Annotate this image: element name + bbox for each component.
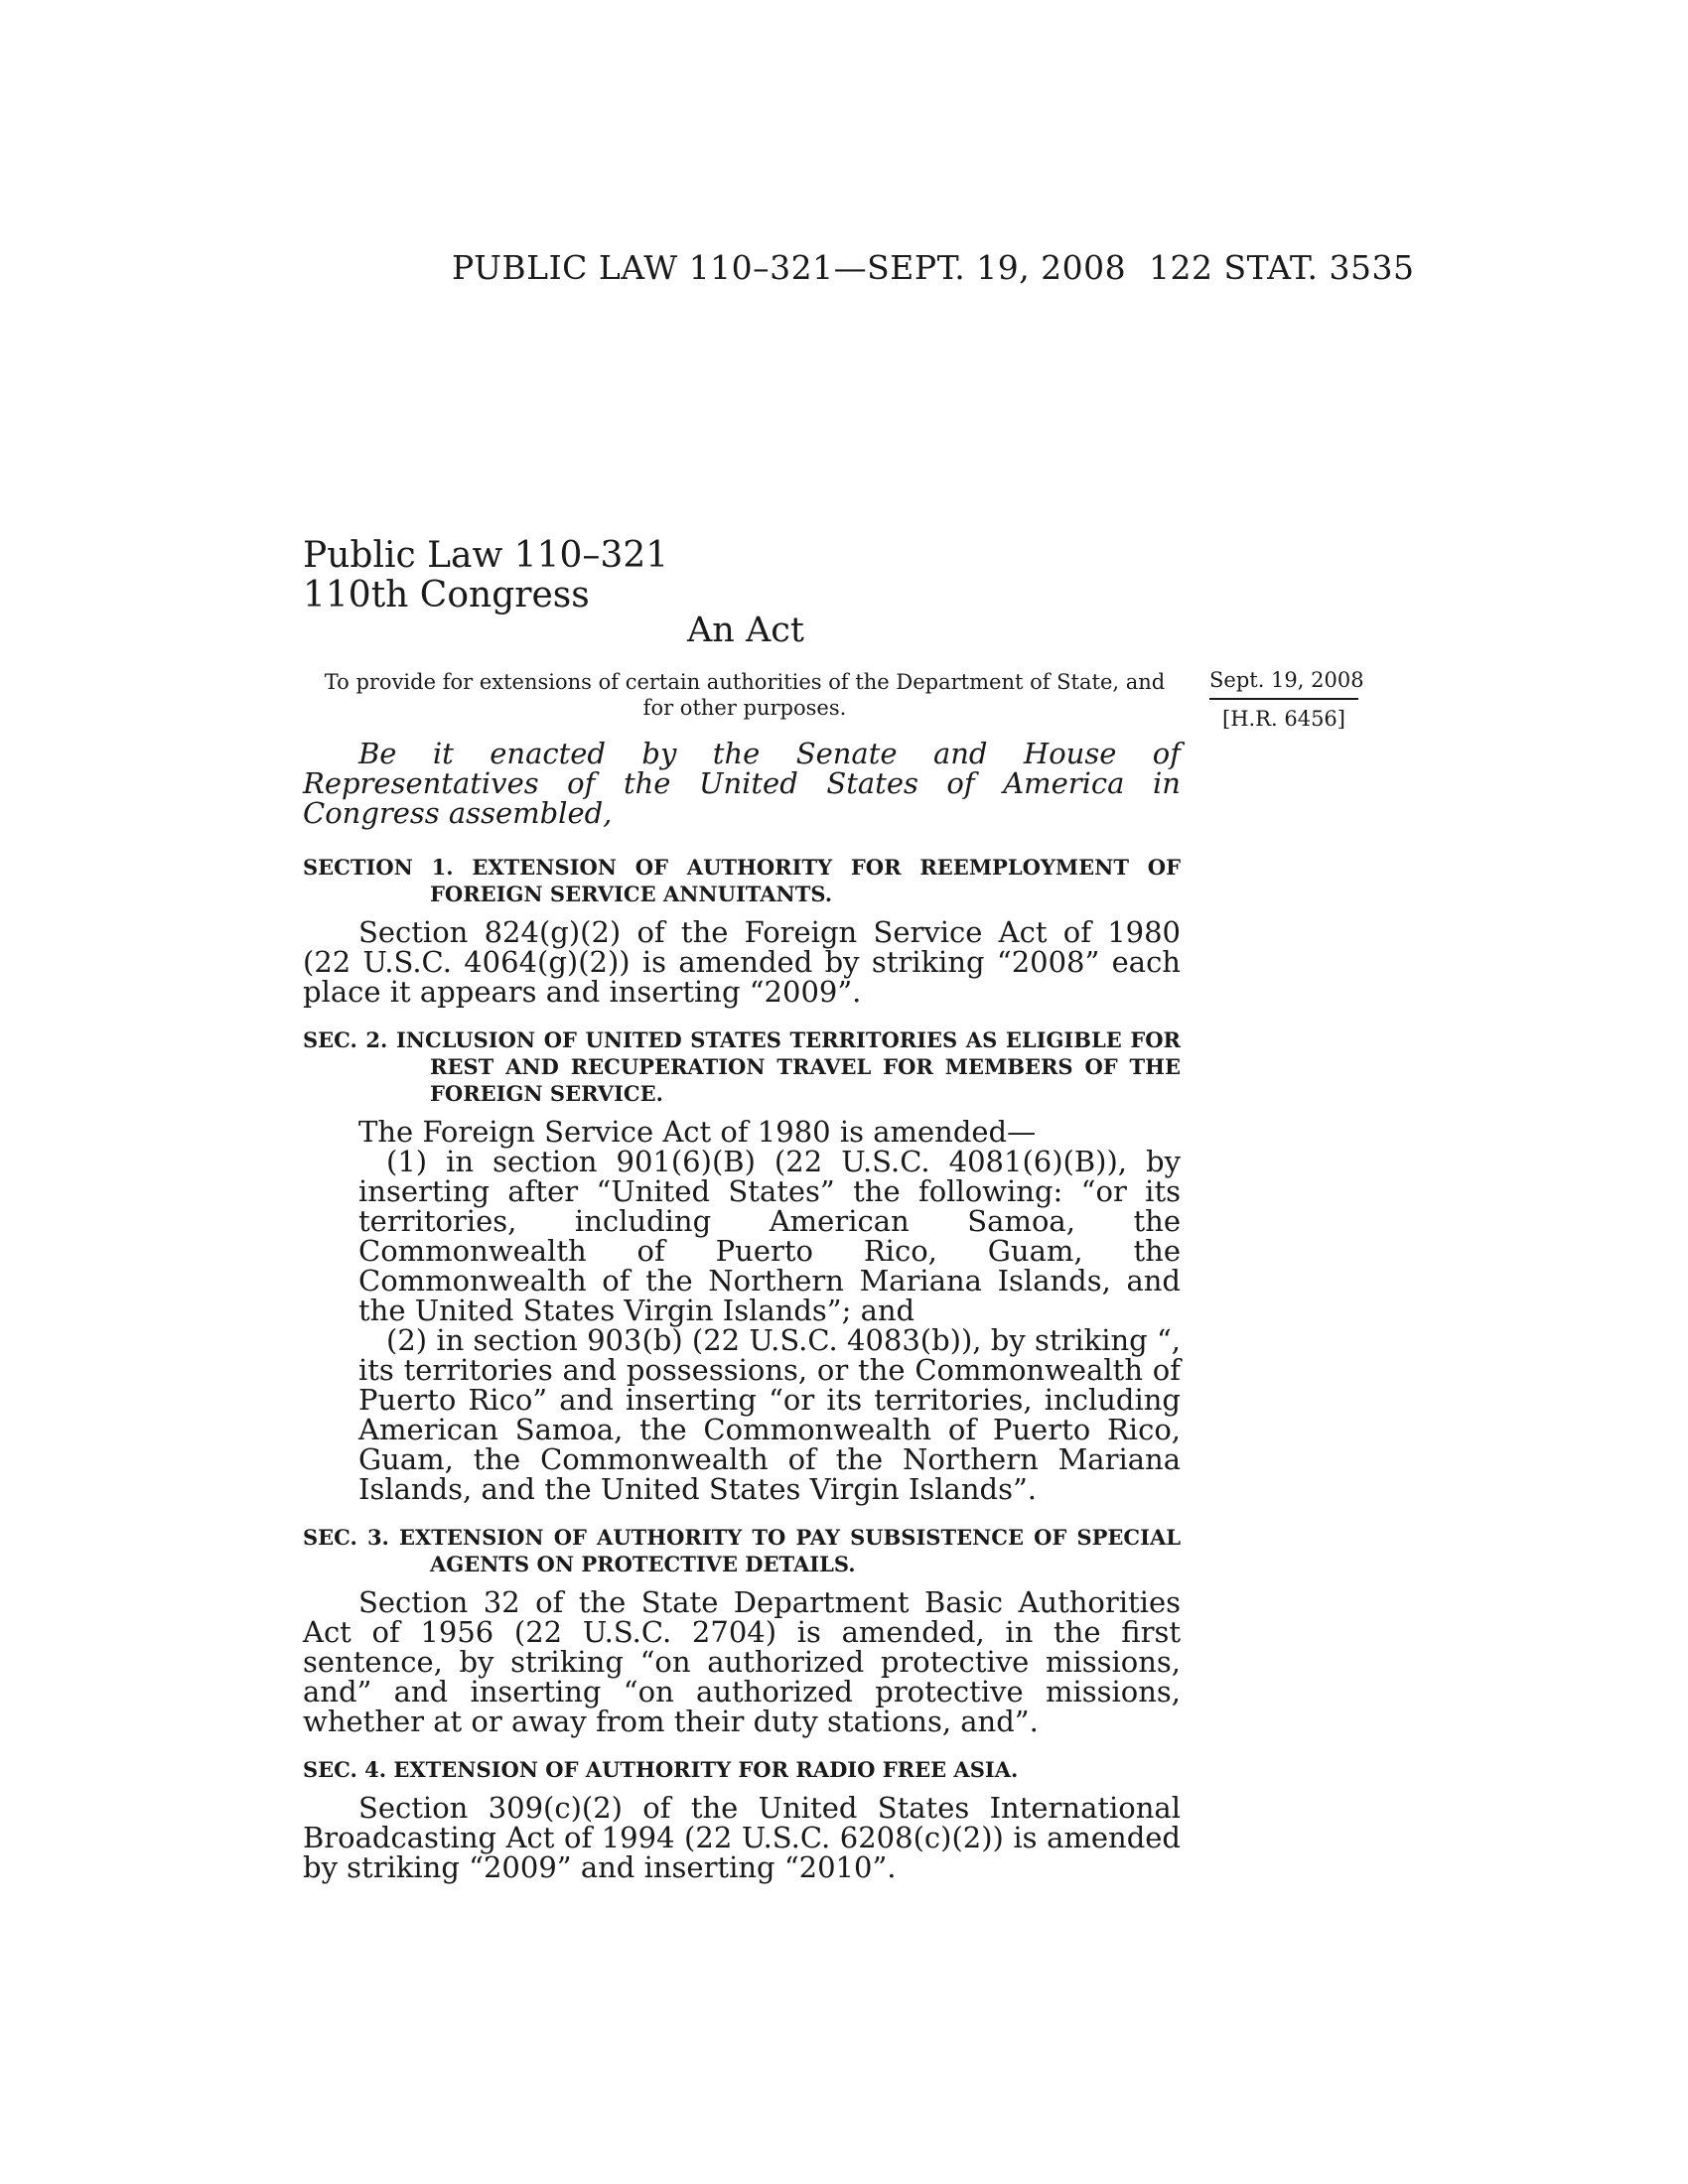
section-1-heading: SECTION 1. EXTENSION OF AUTHORITY FOR REEMPLOYMENT OF FOREIGN SERVICE ANNUITANTS. <box>303 855 1181 906</box>
public-law-number: Public Law 110–321 <box>303 535 669 576</box>
section-2-item-2: (2) in section 903(b) (22 U.S.C. 4083(b)), by striking “, its territories and possessions, or the Commonwealth of Puerto Rico” and inserting “or its territories, including American Samoa, the Commonwealth of Puerto Rico, Guam, the Commonwealth of the Northern Mariana Islands, and the United States Virgin Islands”. <box>358 1323 1181 1506</box>
section-4-text: Section 309(c)(2) of the United States International Broadcasting Act of 1994 (22 U.S.C. 6208(c)(2)) is amended by striking “2009” and inserting “2010”. <box>303 1791 1181 1884</box>
section-2-lead: The Foreign Service Act of 1980 is amended— <box>358 1115 1037 1149</box>
running-header-stat-page: 122 STAT. 3535 <box>1149 248 1415 287</box>
section-1-text: Section 824(g)(2) of the Foreign Service Act of 1980 (22 U.S.C. 4064(g)(2)) is amended by striking “2008” each place it appears and inserting “2009”. <box>303 915 1181 1009</box>
act-body <box>303 739 1181 1902</box>
enacting-clause: Be it enacted by the Senate and House of Representatives of the United States of America in Congress assembled, <box>303 737 1181 830</box>
law-title-block <box>303 536 668 615</box>
section-4-heading: SEC. 4. EXTENSION OF AUTHORITY FOR RADIO FREE ASIA. <box>303 1757 1019 1782</box>
section-3-heading: SEC. 3. EXTENSION OF AUTHORITY TO PAY SUBSISTENCE OF SPECIAL AGENTS ON PROTECTIVE DETAILS. <box>303 1525 1181 1576</box>
section-2-item-1: (1) in section 901(6)(B) (22 U.S.C. 4081(6)(B)), by inserting after “United States” the following: “or its territories, including American Samoa, the Commonwealth of Puerto Rico, Guam, the Commonwealth of the Northern Mariana Islands, and the United States Virgin Islands”; and <box>358 1145 1181 1327</box>
margin-note-date: Sept. 19, 2008 <box>1209 668 1358 700</box>
congress-number: 110th Congress <box>303 575 590 615</box>
act-purpose: To provide for extensions of certain authorities of the Department of State, and for other purposes. <box>324 670 1166 720</box>
act-heading: An Act <box>687 611 804 650</box>
margin-note-bill-number: [H.R. 6456] <box>1222 707 1345 731</box>
section-2-heading: SEC. 2. INCLUSION OF UNITED STATES TERRITORIES AS ELIGIBLE FOR REST AND RECUPERATION TRAVEL FOR MEMBERS OF THE FOREIGN SERVICE. <box>303 1027 1181 1106</box>
running-header-title: PUBLIC LAW 110–321—SEPT. 19, 2008 <box>452 248 1127 287</box>
section-3-text: Section 32 of the State Department Basic Authorities Act of 1956 (22 U.S.C. 2704) is amended, in the first sentence, by striking “on authorized protective missions, and” and inserting “on authorized protective missions, whether at or away from their duty stations, and”. <box>303 1585 1181 1738</box>
